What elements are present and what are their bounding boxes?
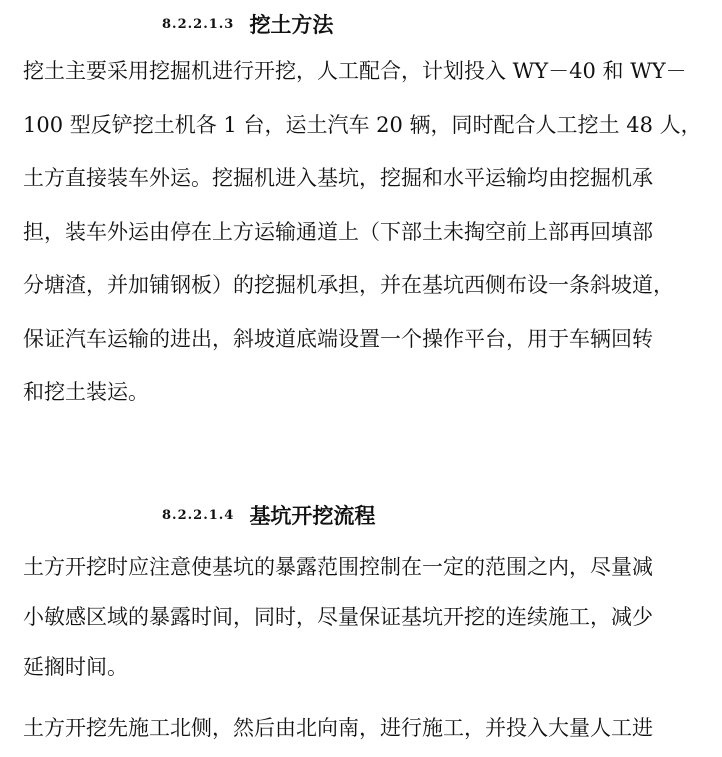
text-line: 小敏感区域的暴露时间，同时，尽量保证基坑开挖的连续施工，减少	[23, 605, 653, 629]
text-line: 100 型反铲挖土机各 1 台，运土汽车 20 辆，同时配合人工挖土 48 人，	[23, 112, 702, 137]
text-line: 挖土主要采用挖掘机进行开挖，人工配合，计划投入 WY－40 和 WY－	[23, 59, 687, 83]
text-line: 土方直接装车外运。挖掘机进入基坑，挖掘和水平运输均由挖掘机承	[23, 166, 653, 190]
section-heading-8-2-2-1-3	[162, 9, 333, 39]
text-line: 延搁时间。	[23, 655, 128, 679]
text-line: 和挖土装运。	[23, 380, 149, 404]
text-line: 分塘渣，并加铺钢板）的挖掘机承担，并在基坑西侧布设一条斜坡道，	[23, 273, 674, 297]
section-number: 8.2.2.1.3	[162, 16, 235, 32]
section-title: 基坑开挖流程	[249, 503, 376, 528]
paragraph-excavation-method	[23, 52, 703, 427]
paragraph-excavation-process-1	[23, 548, 703, 698]
text-line: 担，装车外运由停在上方运输通道上（下部土未掏空前上部再回填部	[23, 219, 653, 244]
text-line: 土方开挖先施工北侧，然后由北向南，进行施工，并投入大量人工进	[23, 716, 653, 740]
section-number: 8.2.2.1.4	[162, 507, 235, 523]
paragraph-excavation-process-2	[23, 709, 703, 748]
section-title: 挖土方法	[249, 12, 334, 37]
text-line: 保证汽车运输的进出，斜坡道底端设置一个操作平台，用于车辆回转	[23, 326, 653, 351]
text-line: 土方开挖时应注意使基坑的暴露范围控制在一定的范围之内，尽量减	[23, 555, 653, 579]
section-heading-8-2-2-1-4	[162, 500, 375, 530]
